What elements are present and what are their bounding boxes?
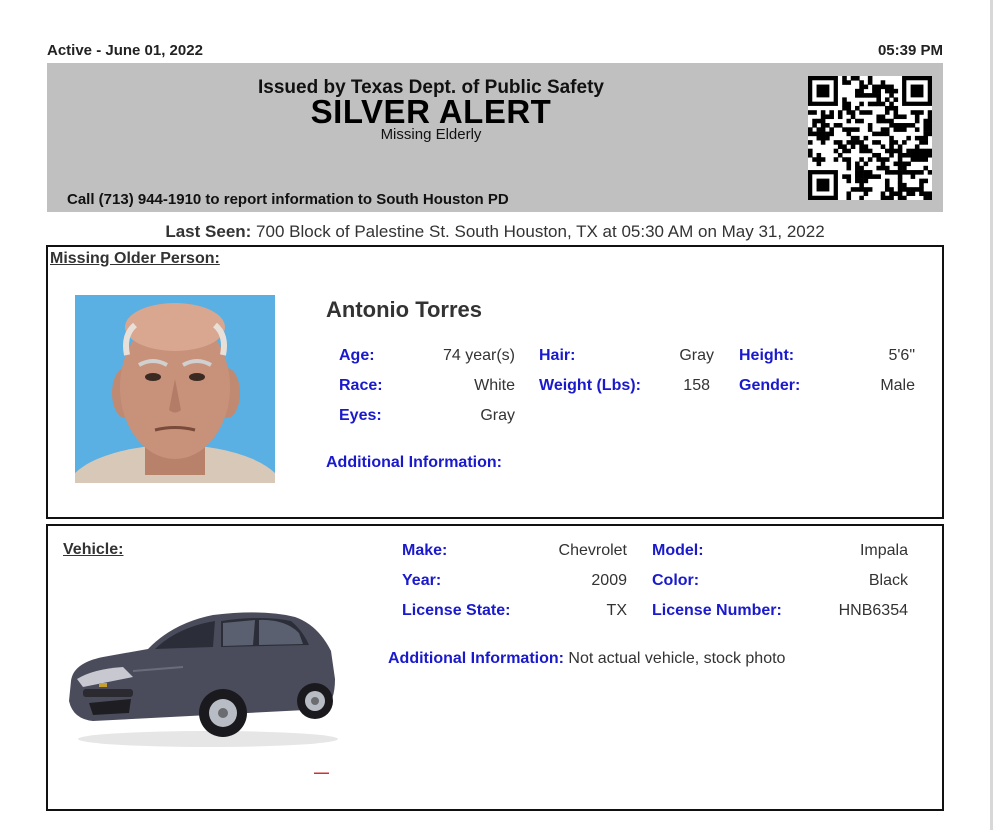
vehicle-additional-label: Additional Information: (388, 650, 564, 667)
person-photo (75, 295, 275, 483)
year-value: 2009 (591, 572, 627, 589)
race-label: Race: (339, 377, 383, 394)
eyes-value: Gray (480, 407, 515, 424)
vehicle-additional-info (388, 650, 785, 668)
height-label: Height: (739, 347, 795, 364)
last-seen-label: Last Seen: (165, 222, 252, 241)
weight-value: 158 (683, 377, 710, 394)
hair-value: Gray (679, 347, 714, 364)
issued-by: Issued by Texas Dept. of Public Safety (258, 77, 604, 98)
make-value: Chevrolet (558, 542, 627, 559)
alert-time: 05:39 PM (877, 42, 943, 59)
year-label: Year: (402, 572, 442, 589)
color-label: Color: (652, 572, 700, 589)
vehicle-additional-text: Not actual vehicle, stock photo (563, 650, 786, 667)
person-heading: Missing Older Person: (50, 250, 220, 267)
race-value: White (474, 377, 515, 394)
alert-header (47, 63, 943, 212)
last-seen-line (47, 222, 943, 242)
vehicle-heading: Vehicle: (63, 541, 124, 558)
age-label: Age: (339, 347, 375, 364)
eyes-label: Eyes: (339, 407, 382, 424)
call-instructions: Call (713) 944-1910 to report information to South Houston PD (67, 191, 509, 208)
color-value: Black (868, 572, 908, 589)
alert-status: Active - June 01, 2022 (47, 42, 203, 59)
person-additional-label: Additional Information: (326, 454, 502, 471)
license-number-value: HNB6354 (838, 602, 908, 619)
person-name: Antonio Torres (326, 297, 483, 322)
hair-label: Hair: (539, 347, 576, 364)
gender-value: Male (880, 377, 915, 394)
license-state-value: TX (606, 602, 627, 619)
model-value: Impala (859, 542, 908, 559)
alert-subtitle: Missing Elderly (380, 126, 482, 143)
person-portrait-icon (75, 295, 275, 483)
vehicle-panel (46, 524, 944, 811)
alert-title: SILVER ALERT (310, 93, 552, 130)
photo-credit-mark: ▬▬▬ (314, 770, 329, 776)
make-label: Make: (402, 542, 448, 559)
car-icon (63, 601, 348, 751)
license-state-label: License State: (402, 602, 511, 619)
gender-label: Gender: (739, 377, 801, 394)
age-value: 74 year(s) (442, 347, 515, 364)
qr-code-icon[interactable] (808, 76, 932, 200)
weight-label: Weight (Lbs): (539, 377, 641, 394)
height-value: 5'6" (888, 347, 915, 364)
last-seen-text: 700 Block of Palestine St. South Houston, TX at 05:30 AM on May 31, 2022 (251, 222, 825, 241)
license-number-label: License Number: (652, 602, 782, 619)
model-label: Model: (652, 542, 704, 559)
missing-person-panel (46, 245, 944, 519)
